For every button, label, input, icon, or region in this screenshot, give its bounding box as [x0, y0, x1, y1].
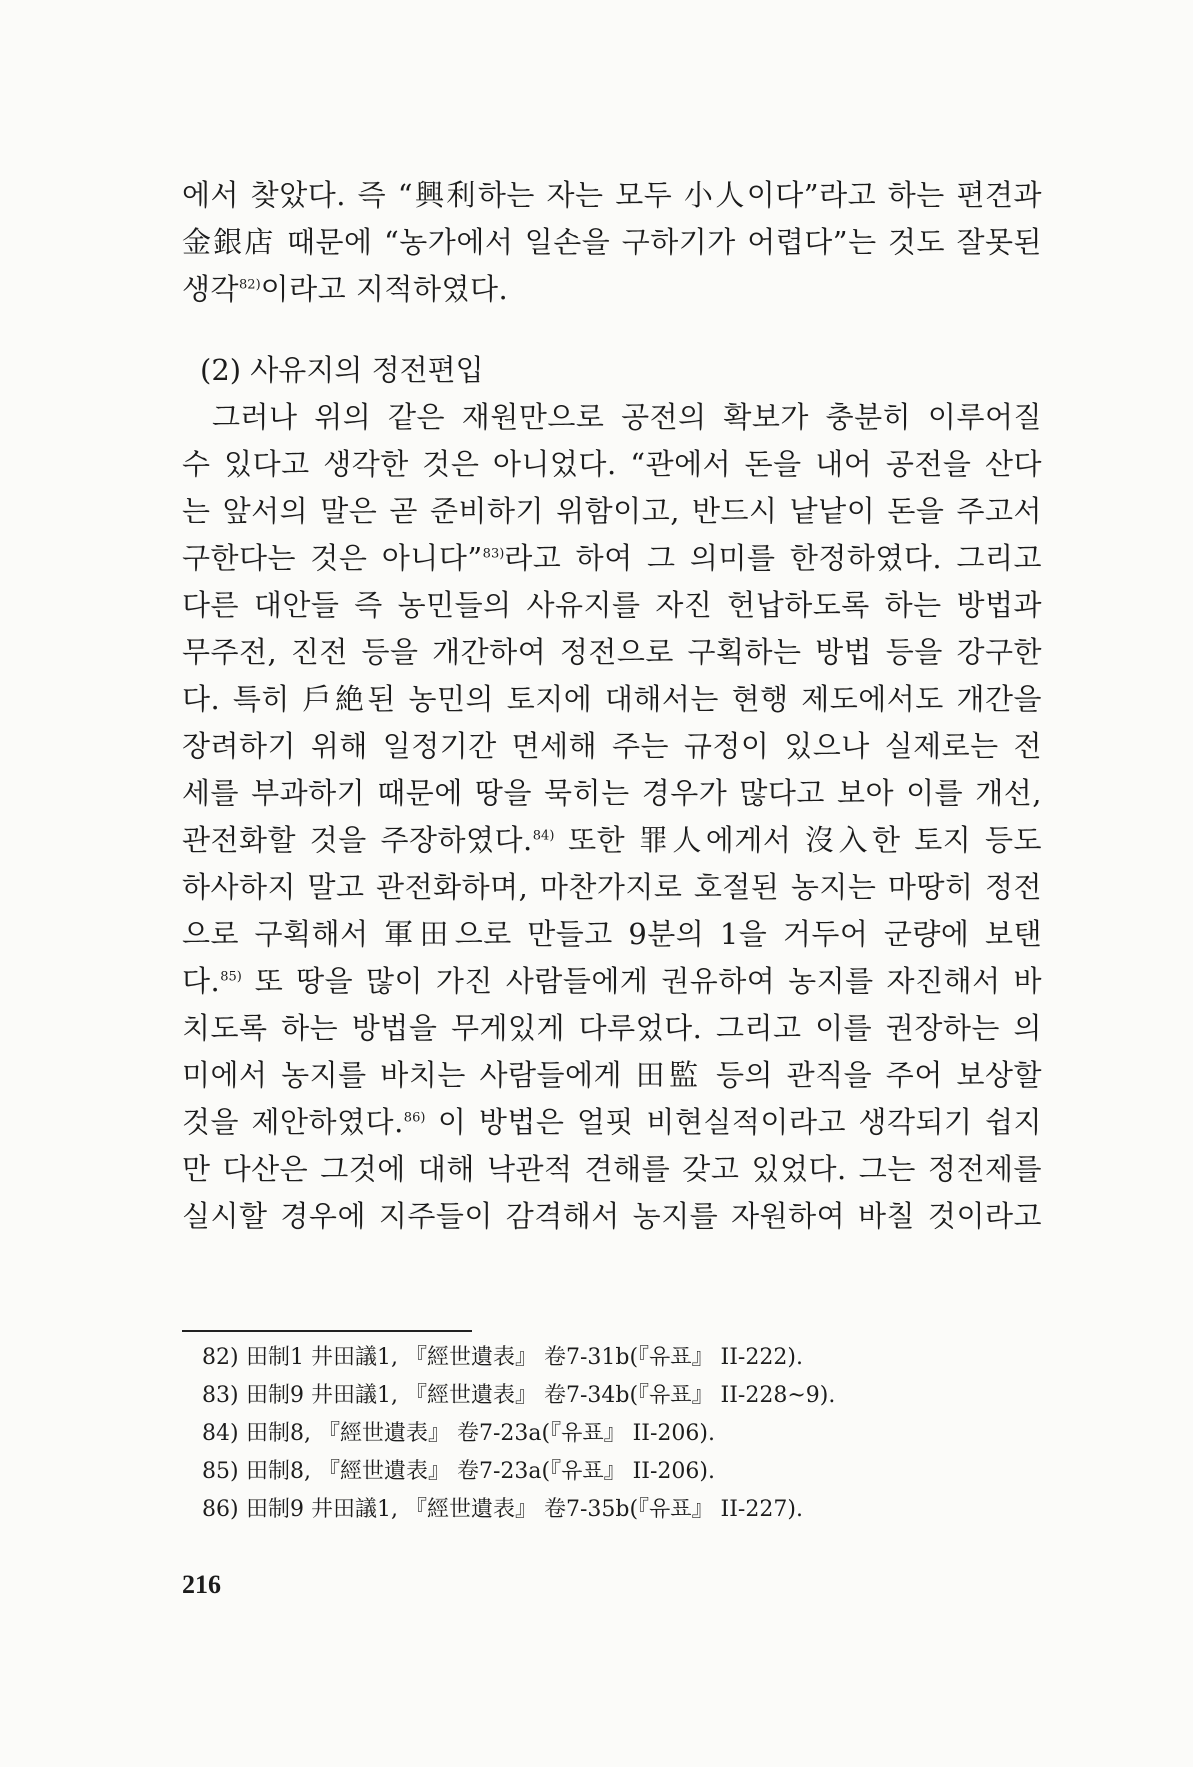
footnote-ref: 85): [220, 969, 242, 985]
body-line: 다른 대안들 즉 농민들의 사유지를 자진 헌납하도록 하는 방법과: [182, 588, 1042, 622]
line-text: 또 땅을 많이 가진 사람들에게 권유하여 농지를 자진해서 바: [241, 964, 1042, 998]
footnote: [202, 1457, 715, 1487]
body-line: [182, 538, 1042, 578]
body-line: 세를 부과하기 때문에 땅을 묵히는 경우가 많다고 보아 이를 개선,: [182, 776, 1042, 810]
footnote-text: 田制9 井田議1, 『經世遺表』 卷7-35b(『유표』 II-227).: [246, 1497, 803, 1522]
body-line: 金銀店 때문에 “농가에서 일손을 구하기가 어렵다”는 것도 잘못된: [182, 225, 1042, 259]
footnote: [202, 1343, 803, 1373]
line-text: 다.: [182, 964, 221, 998]
body-line: 다. 특히 戶絶된 농민의 토지에 대해서는 현행 제도에서도 개간을: [182, 682, 1042, 716]
line-text: 관전화할 것을 주장하였다.: [182, 823, 533, 857]
body-line: 실시할 경우에 지주들이 감격해서 농지를 자원하여 바칠 것이라고: [182, 1199, 1042, 1233]
body-line: [182, 961, 1042, 1001]
footnote-number: 82): [202, 1345, 239, 1370]
footnote-ref: 84): [532, 828, 555, 844]
body-line: 는 앞서의 말은 곧 준비하기 위함이고, 반드시 낱낱이 돈을 주고서: [182, 494, 1042, 528]
line-text: 또한 罪人에게서 沒入한 토지 등도: [554, 823, 1042, 857]
body-line: 하사하지 말고 관전화하며, 마찬가지로 호절된 농지는 마땅히 정전: [182, 870, 1042, 904]
body-line: 그러나 위의 같은 재원만으로 공전의 확보가 충분히 이루어질: [212, 400, 1042, 434]
body-line: 미에서 농지를 바치는 사람들에게 田監 등의 관직을 주어 보상할: [182, 1058, 1042, 1092]
page-number: 216: [182, 1570, 221, 1599]
body-line: 치도록 하는 방법을 무게있게 다루었다. 그리고 이를 권장하는 의: [182, 1011, 1042, 1045]
footnote-ref: 86): [403, 1110, 426, 1126]
footnote: [202, 1495, 803, 1525]
body-line: 무주전, 진전 등을 개간하여 정전으로 구획하는 방법 등을 강구한: [182, 635, 1042, 669]
footnote-divider: [182, 1330, 472, 1332]
line-text: 구한다는 것은 아니다”: [182, 541, 483, 575]
footnote: [202, 1381, 835, 1411]
footnote: [202, 1419, 715, 1449]
footnote-text: 田制8, 『經世遺表』 卷7-23a(『유표』 II-206).: [246, 1421, 715, 1446]
footnote-number: 85): [202, 1459, 239, 1484]
footnote-number: 83): [202, 1383, 239, 1408]
footnote-number: 86): [202, 1497, 239, 1522]
body-line: 으로 구획해서 軍田으로 만들고 9분의 1을 거두어 군량에 보탠: [182, 917, 1042, 951]
body-line: [182, 820, 1042, 860]
line-text: 라고 하여 그 의미를 한정하였다. 그리고: [504, 541, 1043, 575]
body-line: [182, 1102, 1042, 1142]
line-text: 생각: [182, 272, 240, 306]
body-line: 수 있다고 생각한 것은 아니었다. “관에서 돈을 내어 공전을 산다: [182, 447, 1042, 481]
footnote-number: 84): [202, 1421, 239, 1446]
body-line: 에서 찾았다. 즉 “興利하는 자는 모두 小人이다”라고 하는 편견과: [182, 178, 1042, 212]
footnote-ref: 82): [239, 277, 261, 293]
line-text: 것을 제안하였다.: [182, 1105, 404, 1139]
section-heading: (2) 사유지의 정전편입: [200, 353, 484, 387]
body-line: 장려하기 위해 일정기간 면세해 주는 규정이 있으나 실제로는 전: [182, 729, 1042, 763]
line-text: 이 방법은 얼핏 비현실적이라고 생각되기 쉽지: [425, 1105, 1042, 1139]
line-text: 이라고 지적하였다.: [260, 272, 509, 306]
footnote-text: 田制9 井田議1, 『經世遺表』 卷7-34b(『유표』 II-228~9).: [246, 1383, 836, 1408]
footnote-text: 田制1 井田議1, 『經世遺表』 卷7-31b(『유표』 II-222).: [246, 1345, 803, 1370]
footnote-text: 田制8, 『經世遺表』 卷7-23a(『유표』 II-206).: [246, 1459, 715, 1484]
body-line: [182, 269, 1042, 309]
body-line: 만 다산은 그것에 대해 낙관적 견해를 갖고 있었다. 그는 정전제를: [182, 1152, 1042, 1186]
footnote-ref: 83): [482, 546, 505, 562]
